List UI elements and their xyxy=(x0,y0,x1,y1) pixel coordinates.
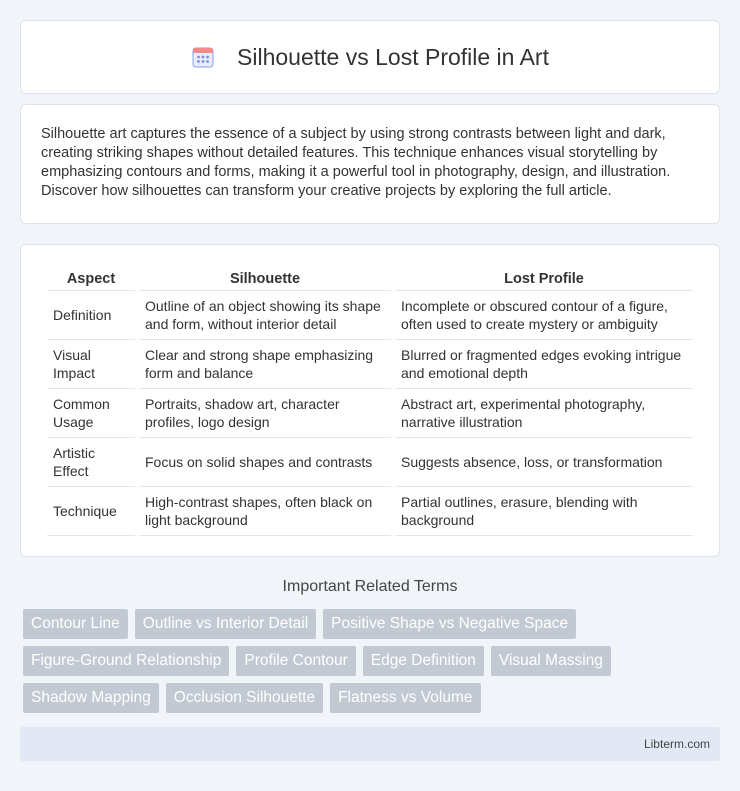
comparison-card xyxy=(20,244,720,557)
page-title: Silhouette vs Lost Profile in Art xyxy=(237,43,549,70)
header-lost-profile: Lost Profile xyxy=(395,265,693,291)
tag-row xyxy=(23,683,723,713)
header-silhouette: Silhouette xyxy=(139,265,391,291)
tag-profile-contour[interactable]: Profile Contour xyxy=(236,646,355,676)
cell-aspect: Artistic Effect xyxy=(47,438,135,487)
table-row xyxy=(47,340,693,389)
cell-aspect: Definition xyxy=(47,291,135,340)
intro-text: Silhouette art captures the essence of a subject by using strong contrasts between light and dark, creating striking shapes without detailed features. This technique enhances visual storytelling by emphasizing contours and forms, making it a powerful tool in photography, design, and illustration. Discover how silhouettes can transform your creative projects by exploring the full article. xyxy=(41,126,671,199)
tag-figure-ground-relationship[interactable]: Figure-Ground Relationship xyxy=(23,646,229,676)
cell-silhouette: High-contrast shapes, often black on light background xyxy=(139,487,391,536)
cell-silhouette: Portraits, shadow art, character profiles, logo design xyxy=(139,389,391,438)
footer xyxy=(20,727,720,761)
cell-lost-profile: Partial outlines, erasure, blending with background xyxy=(395,487,693,536)
cell-silhouette: Clear and strong shape emphasizing form and balance xyxy=(139,340,391,389)
intro-card xyxy=(20,104,720,224)
cell-aspect: Technique xyxy=(47,487,135,536)
table-row xyxy=(47,291,693,340)
tag-contour-line[interactable]: Contour Line xyxy=(23,609,128,639)
tag-outline-vs-interior-detail[interactable]: Outline vs Interior Detail xyxy=(135,609,316,639)
tag-row xyxy=(23,646,723,676)
tag-visual-massing[interactable]: Visual Massing xyxy=(491,646,611,676)
cell-silhouette: Focus on solid shapes and contrasts xyxy=(139,438,391,487)
tag-edge-definition[interactable]: Edge Definition xyxy=(363,646,484,676)
table-header-row xyxy=(47,265,693,291)
tag-flatness-vs-volume[interactable]: Flatness vs Volume xyxy=(330,683,480,713)
cell-aspect: Visual Impact xyxy=(47,340,135,389)
header-aspect: Aspect xyxy=(47,265,135,291)
tag-row xyxy=(23,609,723,639)
cell-aspect: Common Usage xyxy=(47,389,135,438)
cell-lost-profile: Blurred or fragmented edges evoking intrigue and emotional depth xyxy=(395,340,693,389)
tag-shadow-mapping[interactable]: Shadow Mapping xyxy=(23,683,159,713)
table-row xyxy=(47,438,693,487)
header-card xyxy=(20,20,720,94)
calendar-grid-icon xyxy=(191,45,215,69)
tag-occlusion-silhouette[interactable]: Occlusion Silhouette xyxy=(166,683,323,713)
comparison-table xyxy=(43,265,697,536)
cell-lost-profile: Abstract art, experimental photography, narrative illustration xyxy=(395,389,693,438)
cell-lost-profile: Suggests absence, loss, or transformation xyxy=(395,438,693,487)
tag-positive-shape-vs-negative-space[interactable]: Positive Shape vs Negative Space xyxy=(323,609,576,639)
related-terms-title: Important Related Terms xyxy=(282,578,458,595)
footer-site-link[interactable]: Libterm.com xyxy=(643,737,710,751)
table-row xyxy=(47,389,693,438)
cell-silhouette: Outline of an object showing its shape and form, without interior detail xyxy=(139,291,391,340)
table-row xyxy=(47,487,693,536)
cell-lost-profile: Incomplete or obscured contour of a figure, often used to create mystery or ambiguity xyxy=(395,291,693,340)
related-terms-list xyxy=(23,609,723,720)
